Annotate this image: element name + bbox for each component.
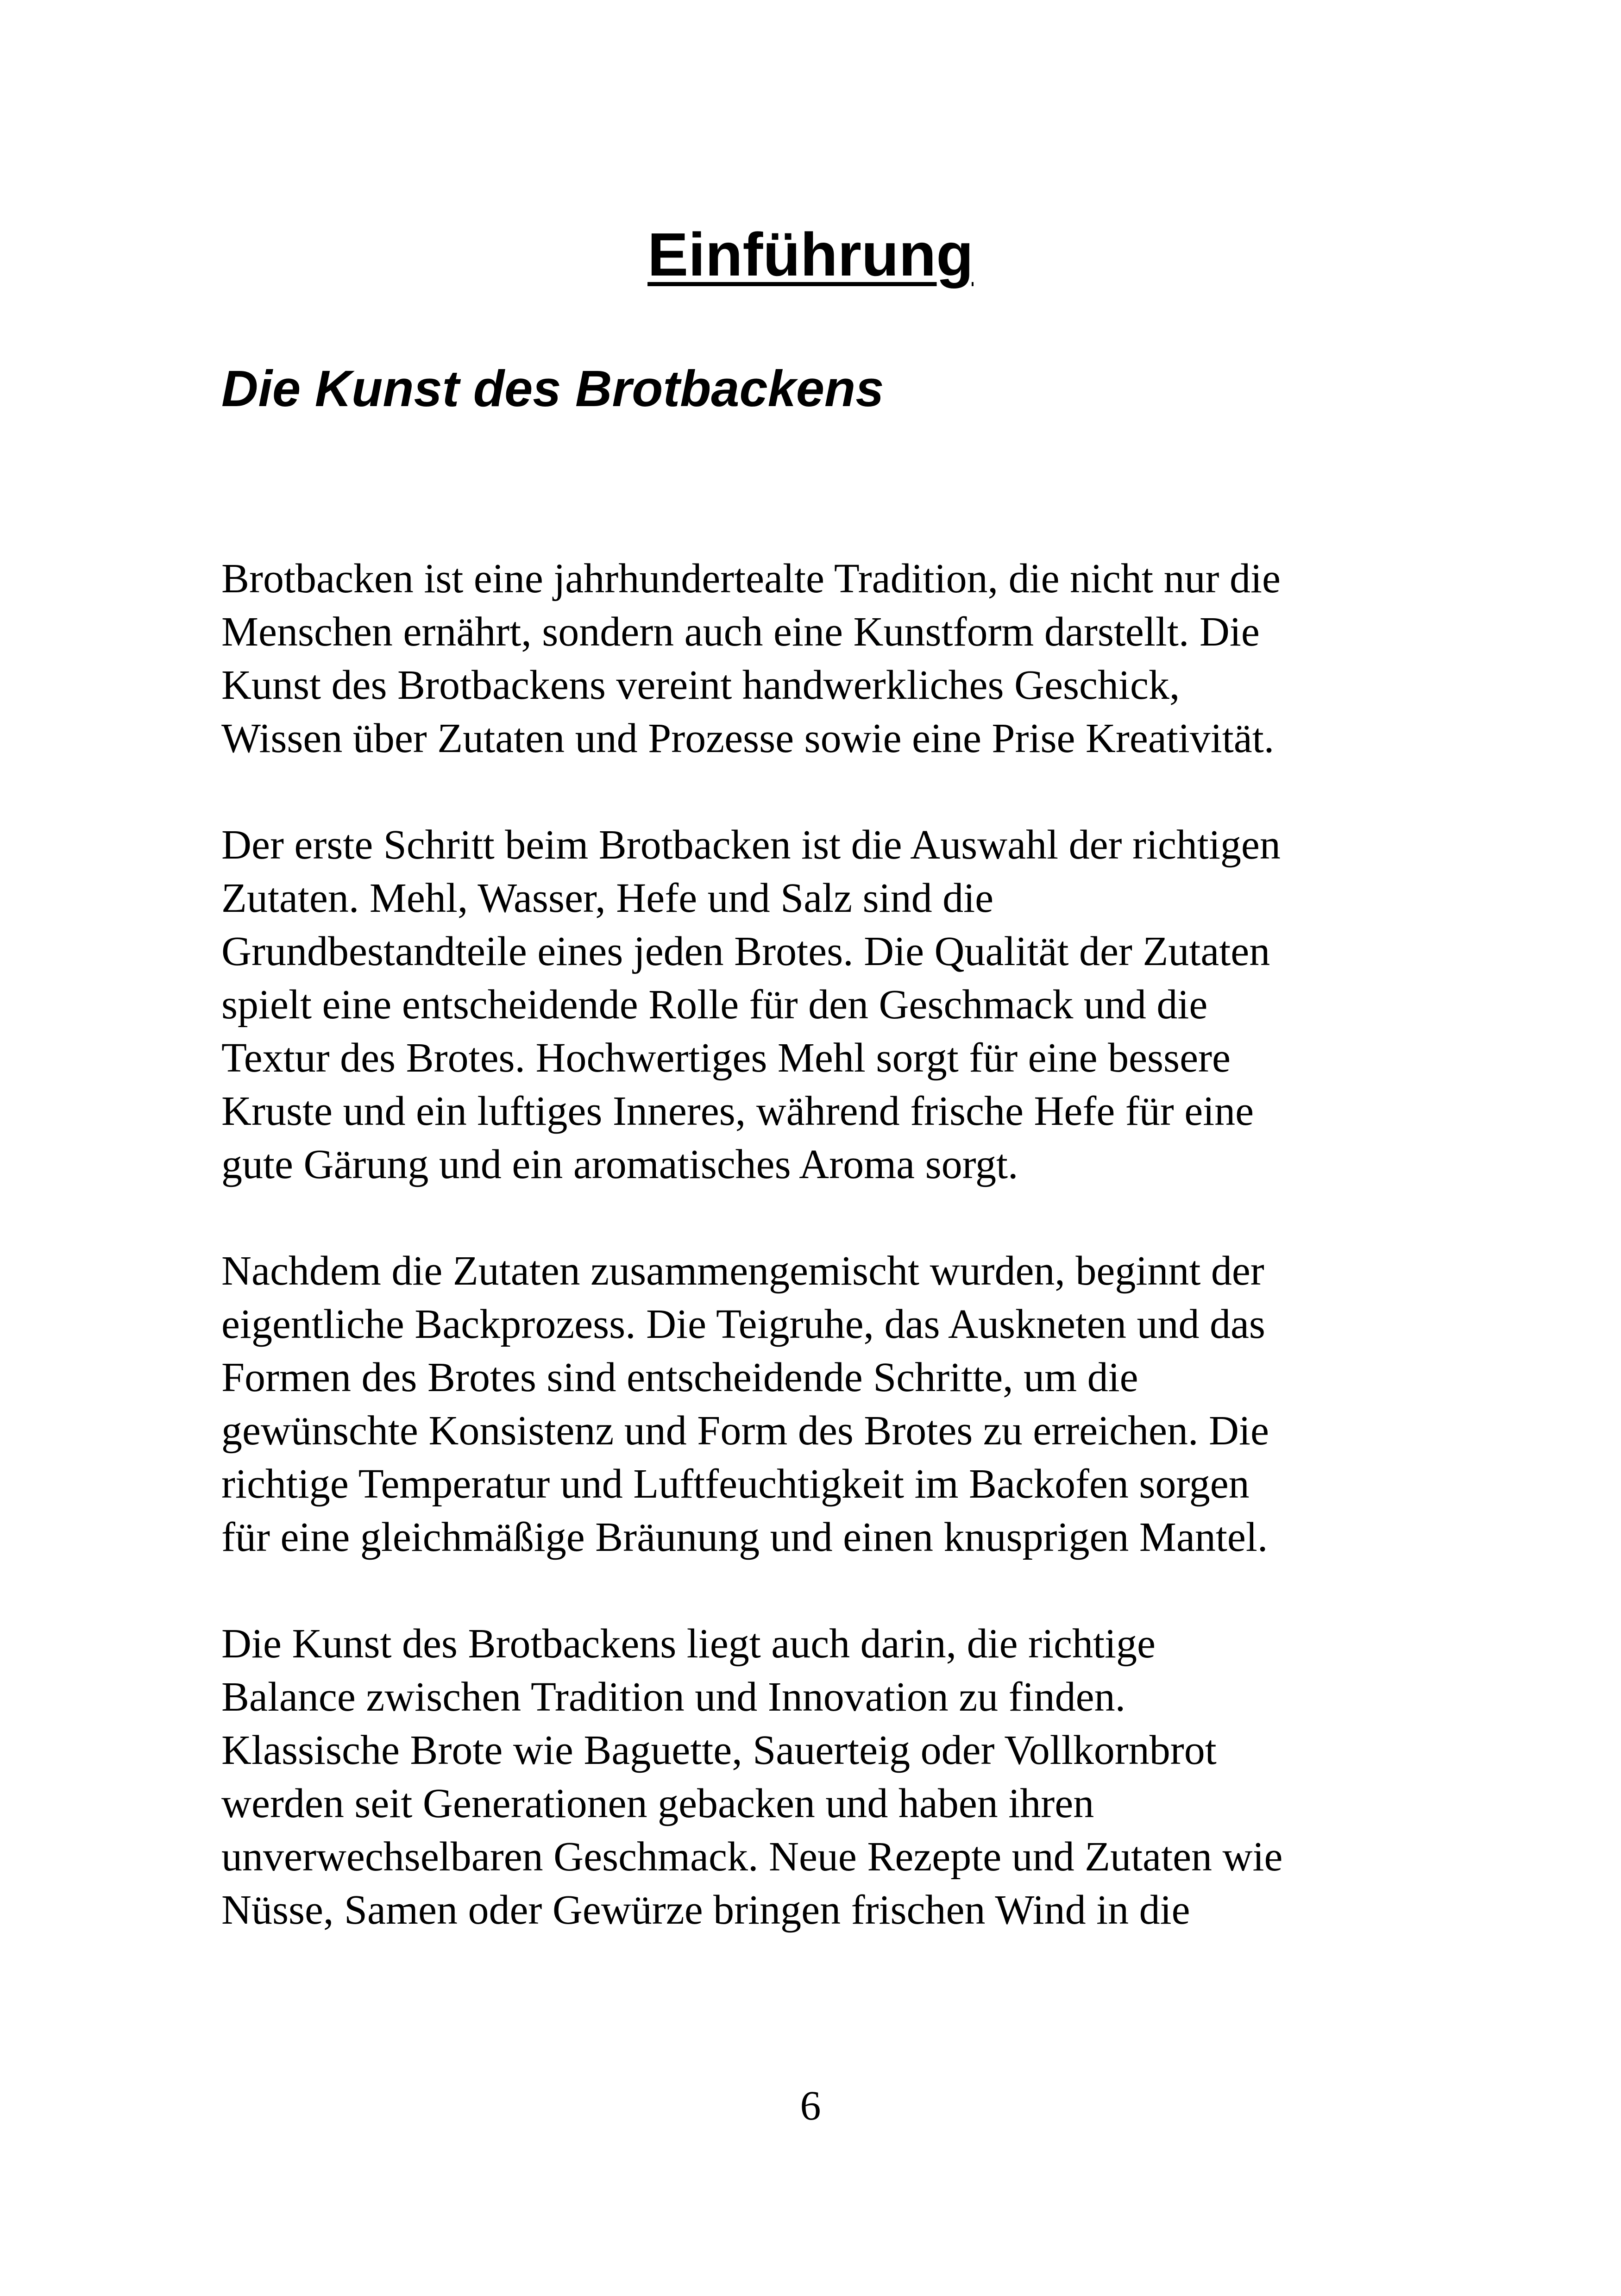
text-line: Wissen über Zutaten und Prozesse sowie eine Prise Kreativität. [221,715,1275,761]
text-line: gute Gärung und ein aromatisches Aroma sorgt. [221,1142,1018,1187]
text-line: Nüsse, Samen oder Gewürze bringen frischen Wind in die [221,1887,1190,1933]
text-line: Zutaten. Mehl, Wasser, Hefe und Salz sind die [221,875,994,921]
page-number: 6 [800,2083,821,2129]
text-line: Formen des Brotes sind entscheidende Schritte, um die [221,1355,1138,1400]
text-line: Kunst des Brotbackens vereint handwerkliches Geschick, [221,662,1180,708]
text-line: gewünschte Konsistenz und Form des Brotes zu erreichen. Die [221,1408,1269,1454]
text-line: Klassische Brote wie Baguette, Sauerteig oder Vollkornbrot [221,1727,1217,1773]
text-line: eigentliche Backprozess. Die Teigruhe, das Auskneten und das [221,1301,1265,1347]
text-line: spielt eine entscheidende Rolle für den Geschmack und die [221,982,1208,1028]
paragraph-gap [221,1564,1435,1617]
paragraph-2 [221,818,1435,1191]
text-line: Brotbacken ist eine jahrhundertealte Tradition, die nicht nur die [221,556,1281,602]
paragraph-gap [221,765,1435,818]
paragraph-1 [221,552,1435,765]
text-line: Balance zwischen Tradition und Innovation zu finden. [221,1674,1126,1720]
text-line: Textur des Brotes. Hochwertiges Mehl sorgt für eine bessere [221,1035,1231,1081]
body-text [221,552,1435,1937]
text-line: werden seit Generationen gebacken und haben ihren [221,1781,1094,1826]
text-line: Der erste Schritt beim Brotbacken ist die Auswahl der richtigen [221,822,1281,868]
paragraph-gap [221,1191,1435,1244]
text-line: Kruste und ein luftiges Inneres, während frische Hefe für eine [221,1088,1254,1134]
text-line: Grundbestandteile eines jeden Brotes. Die Qualität der Zutaten [221,928,1270,974]
text-line: Die Kunst des Brotbackens liegt auch darin, die richtige [221,1621,1156,1667]
text-line: Menschen ernährt, sondern auch eine Kunstform darstellt. Die [221,609,1260,655]
paragraph-4 [221,1617,1435,1937]
paragraph-3 [221,1244,1435,1564]
section-title: Die Kunst des Brotbackens [221,360,884,417]
text-line: richtige Temperatur und Luftfeuchtigkeit im Backofen sorgen [221,1461,1250,1507]
text-line: Nachdem die Zutaten zusammengemischt wurden, beginnt der [221,1248,1264,1294]
text-line: unverwechselbaren Geschmack. Neue Rezepte und Zutaten wie [221,1834,1283,1880]
text-line: für eine gleichmäßige Bräunung und einen knusprigen Mantel. [221,1514,1268,1560]
chapter-title: Einführung [647,220,974,289]
